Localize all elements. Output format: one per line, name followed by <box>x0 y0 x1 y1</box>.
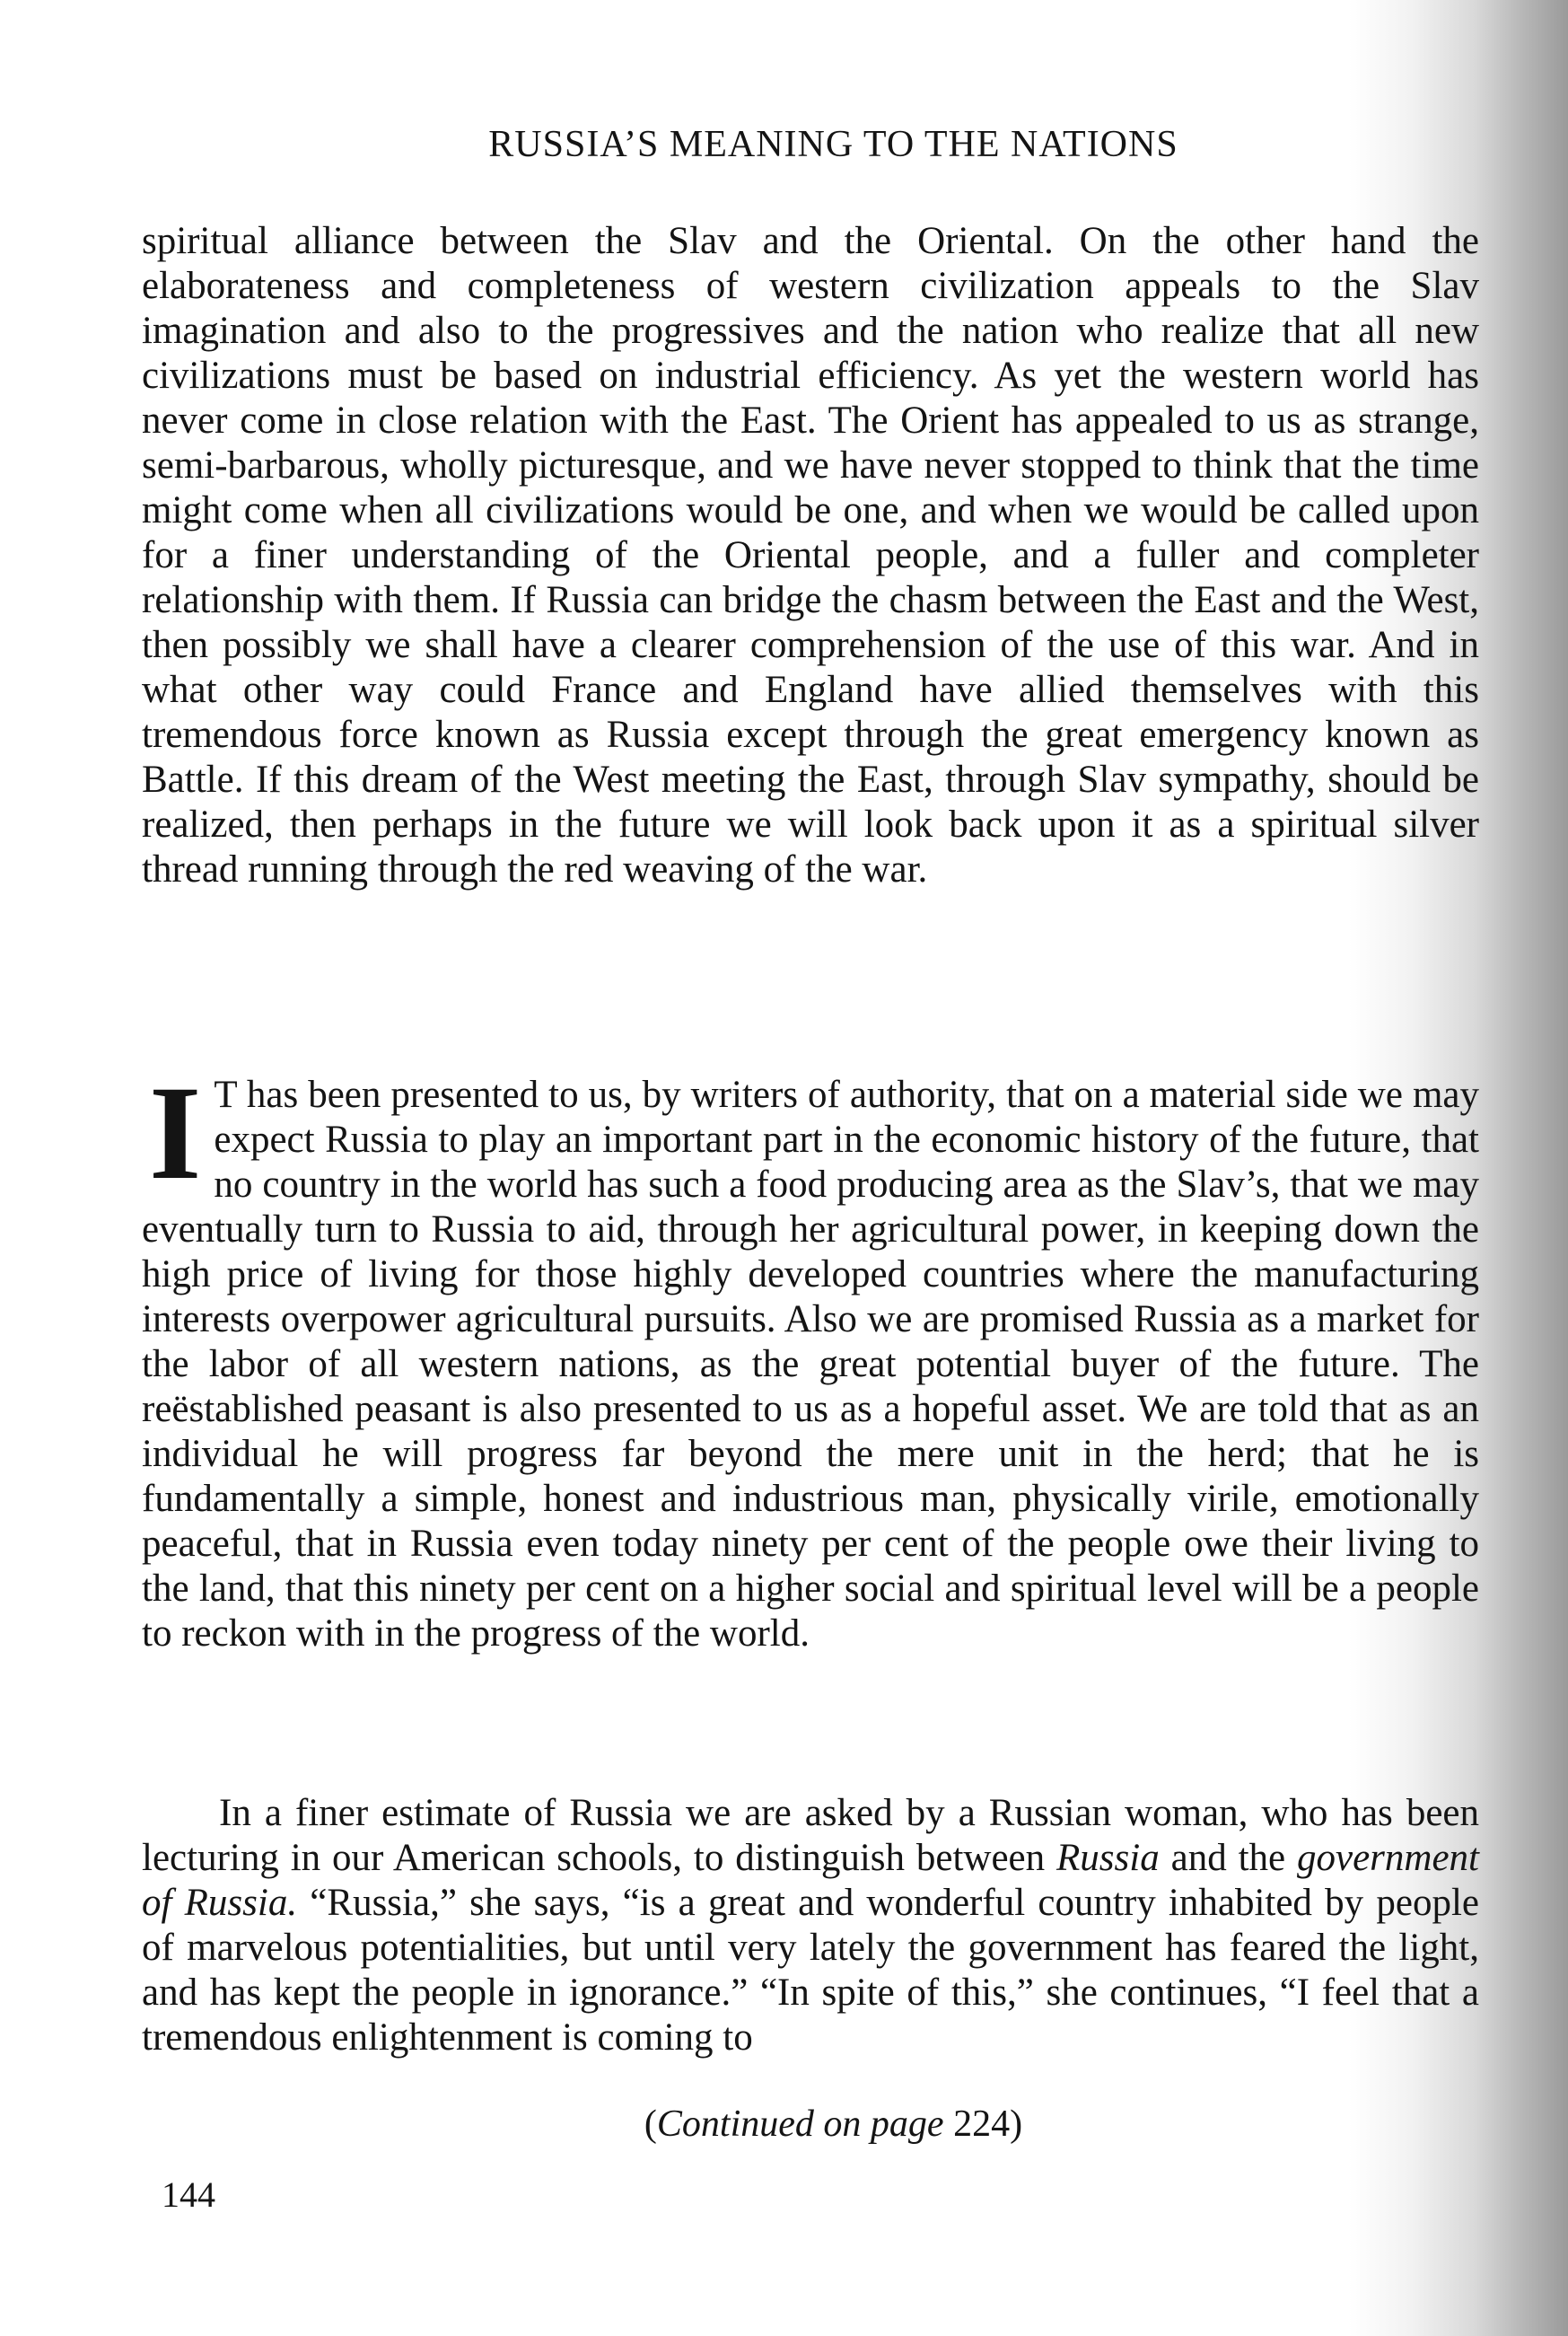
paragraph-2 <box>142 1058 1479 1656</box>
continued-page-number: 224 <box>943 2103 1011 2145</box>
paragraph-3 <box>142 1791 1479 2060</box>
paragraph-1-block <box>142 219 1479 892</box>
paragraph-3-part-c: “Russia,” she says, “is a great and wonderful country inhabited by people of marvelous potentialities, but until very lately the government has feared the light, and has kept the people in ignorance.” “In spite of this,” she continues, “I feel that a tremendous enlightenment is coming to <box>142 1882 1479 2059</box>
paragraph-3-italic-government: government of Russia. <box>142 1837 1479 1924</box>
paragraph-3-part-a: In a finer estimate of Russia we are asked by a Russian woman, who has been lecturing in our American schools, to distinguish between <box>142 1792 1479 1879</box>
continued-close-paren: ) <box>1010 2103 1023 2145</box>
paragraph-2-block <box>142 1058 1479 1656</box>
paragraph-1: spiritual alliance between the Slav and the Oriental. On the other hand the elaborateness and completeness of western civilization appeals to the Slav imagination and also to the progressives and the nation who realize that all new civilizations must be based on industrial efficiency. As yet the western world has never come in close relation with the East. The Orient has appealed to us as strange, semi-barbarous, wholly picturesque, and we have never stopped to think that the time might come when all civilizations would be one, and when we would be called upon for a finer understanding of the Oriental people, and a fuller and completer relationship with them. If Russia can bridge the chasm between the East and the West, then possibly we shall have a clearer comprehension of the use of this war. And in what other way could France and England have allied themselves with this tremendous force known as Russia except through the great emergency known as Battle. If this dream of the West meeting the East, through Slav sympathy, should be realized, then perhaps in the future we will look back upon it as a spiritual silver thread running through the red weaving of the war. <box>142 220 1479 891</box>
paragraph-3-italic-russia: Russia <box>1056 1837 1160 1879</box>
paragraph-3-block <box>142 1791 1479 2060</box>
continued-open-paren: ( <box>644 2103 657 2145</box>
continued-note <box>0 2105 1568 2143</box>
paragraph-3-part-b: and the <box>1159 1837 1297 1879</box>
continued-label: Continued on page <box>656 2103 944 2145</box>
paragraph-2-text: T has been presented to us, by writers of authority, that on a material side we may expect Russia to play an important part in the economic history of the future, that no country in the world has such a food producing area as the Slav’s, that we may eventually turn to Russia to aid, through her agricultural power, in keeping down the high price of living for those highly developed countries where the manufacturing interests overpower agricultural pursuits. Also we are promised Russia as a market for the labor of all western nations, as the great potential buyer of the future. The reëstablished peasant is also presented to us as a hopeful asset. We are told that as an individual he will progress far beyond the mere unit in the herd; that he is fundamentally a simple, honest and industrious man, physically virile, emotionally peaceful, that in Russia even today ninety per cent of the people owe their living to the land, that this ninety per cent on a higher social and spiritual level will be a people to reckon with in the progress of the world. <box>142 1074 1479 1655</box>
drop-cap: I <box>149 1058 202 1208</box>
page-number: 144 <box>162 2174 215 2215</box>
running-title: RUSSIA’S MEANING TO THE NATIONS <box>488 124 1178 165</box>
